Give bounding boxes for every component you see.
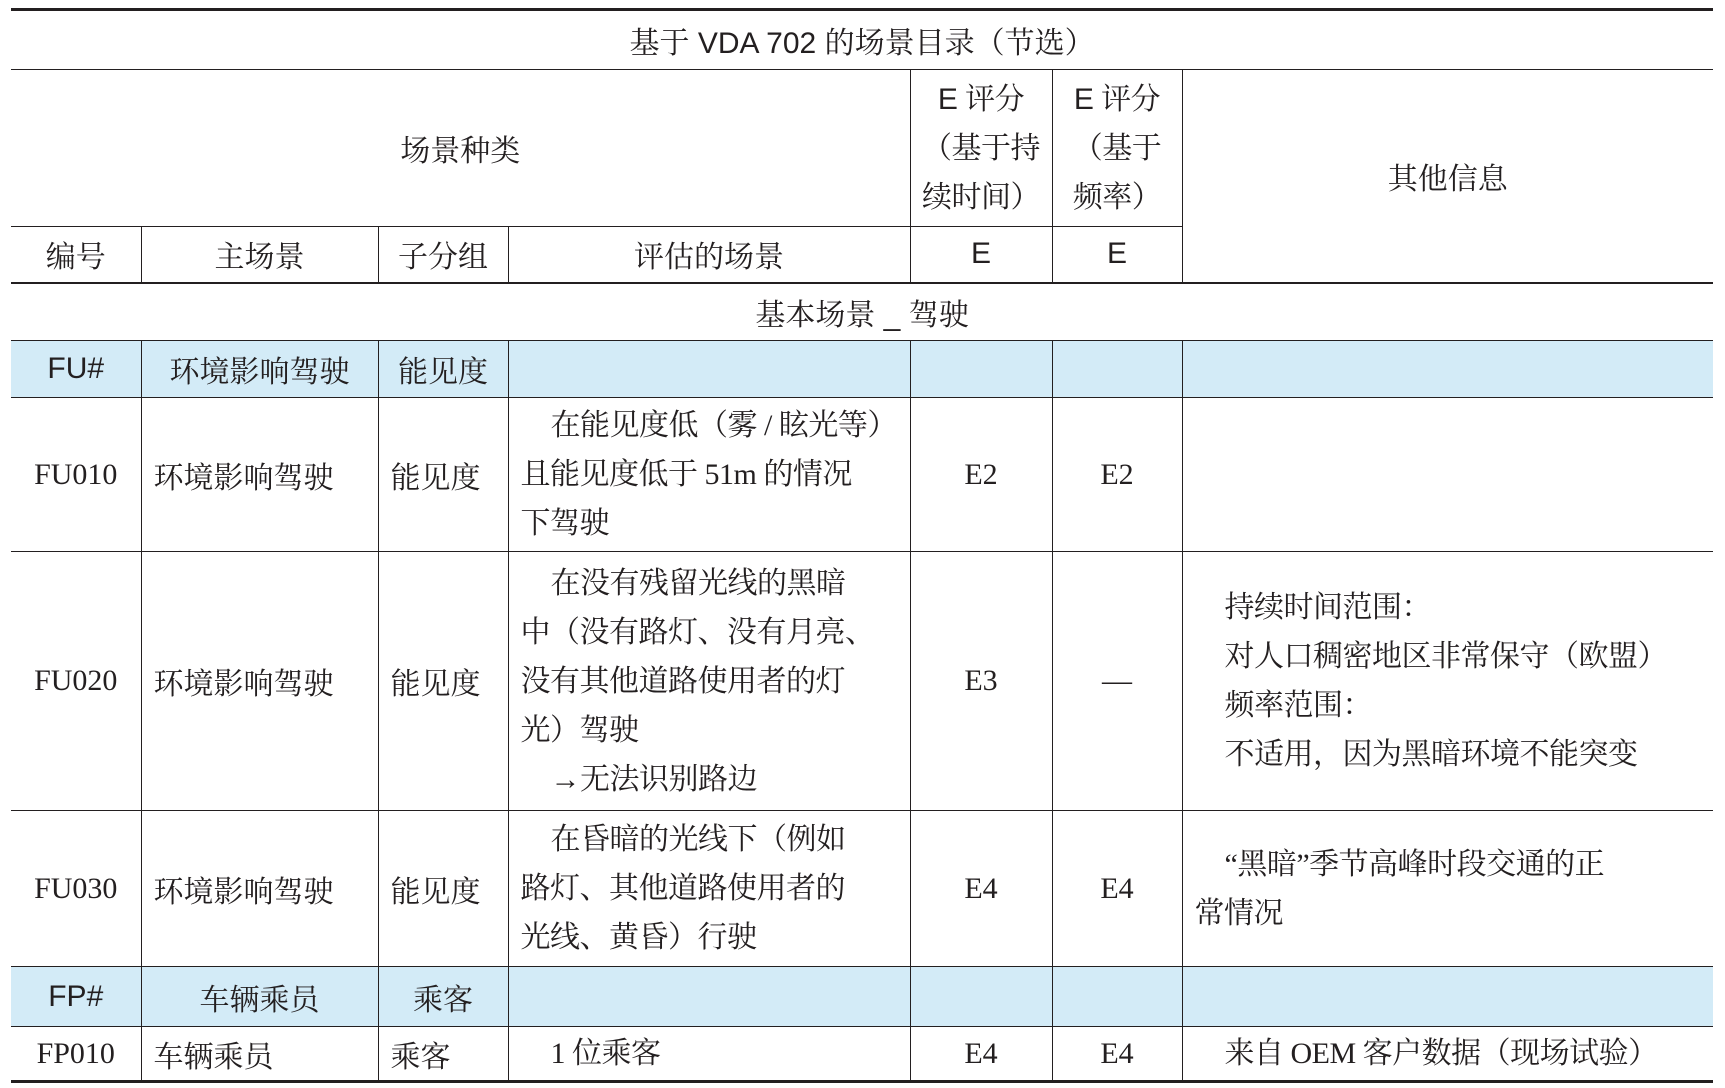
row-e-frequency: — <box>1052 552 1182 811</box>
table-row <box>11 1027 1713 1082</box>
row-main-scenario: 环境影响驾驶 <box>141 811 378 967</box>
group-empty-cell <box>508 967 910 1027</box>
group-empty-cell <box>508 341 910 398</box>
group-code: FU# <box>11 341 141 398</box>
row-other-info <box>1182 811 1713 967</box>
row-other-info <box>1182 1027 1713 1082</box>
group-subgroup: 能见度 <box>378 341 508 398</box>
group-code: FP# <box>11 967 141 1027</box>
row-code: FP010 <box>11 1027 141 1082</box>
scenario-line: 路灯、其他道路使用者的 <box>520 872 845 905</box>
row-code: FU020 <box>11 552 141 811</box>
group-empty-cell <box>1182 967 1713 1027</box>
scenario-line: 且能见度低于 51m 的情况 <box>520 458 852 491</box>
other-info-line: 频率范围： <box>1224 689 1372 722</box>
row-e-frequency: E4 <box>1052 811 1182 967</box>
group-empty-cell <box>1052 341 1182 398</box>
header-other-info: 其他信息 <box>1182 70 1713 283</box>
header-e-frequency-line: E 评分 <box>1073 82 1161 116</box>
group-main-scenario: 环境影响驾驶 <box>141 341 378 398</box>
scenario-line: 下驾驶 <box>520 507 609 540</box>
group-subgroup: 乘客 <box>378 967 508 1027</box>
row-other-info <box>1182 398 1713 552</box>
other-info-line: “黑暗”季节高峰时段交通的正 <box>1224 847 1605 881</box>
row-e-duration: E4 <box>910 1027 1052 1082</box>
row-other-info <box>1182 552 1713 811</box>
row-main-scenario: 环境影响驾驶 <box>141 398 378 552</box>
other-info-line: 常情况 <box>1194 896 1283 930</box>
row-e-frequency: E4 <box>1052 1027 1182 1082</box>
row-main-scenario: 环境影响驾驶 <box>141 552 378 811</box>
header-e-frequency <box>1052 70 1182 227</box>
row-code: FU010 <box>11 398 141 552</box>
row-evaluated-scenario <box>508 398 910 552</box>
row-evaluated-scenario <box>508 552 910 811</box>
row-main-scenario: 车辆乘员 <box>141 1027 378 1082</box>
other-info-line: 来自 OEM 客户数据（现场试验） <box>1224 1037 1658 1070</box>
scenario-line: 没有其他道路使用者的灯 <box>520 664 845 698</box>
scenario-line: 在能见度低（雾 / 眩光等） <box>550 409 897 442</box>
row-e-duration: E3 <box>910 552 1052 811</box>
header-e-frequency-line: 频率） <box>1072 180 1162 214</box>
row-e-duration: E2 <box>910 398 1052 552</box>
table-title: 基于 VDA 702 的场景目录（节选） <box>11 10 1713 70</box>
scenario-line: 光线、黄昏）行驶 <box>520 921 757 954</box>
scenario-line: 在没有残留光线的黑暗 <box>550 566 846 600</box>
table-row <box>11 398 1713 552</box>
header-e-duration <box>910 70 1052 227</box>
header-scenario-category: 场景种类 <box>400 135 521 168</box>
other-info-line: 不适用，因为黑暗环境不能突变 <box>1224 738 1638 771</box>
other-info-line: 对人口稠密地区非常保守（欧盟） <box>1224 640 1667 673</box>
scenario-line: →无法识别路边 <box>550 762 757 796</box>
scenario-line: 在昏暗的光线下（例如 <box>550 823 846 856</box>
row-subgroup: 能见度 <box>378 398 508 552</box>
scenario-line: 光）驾驶 <box>520 713 639 747</box>
row-code: FU030 <box>11 811 141 967</box>
header-e-duration-line: 续时间） <box>922 180 1040 214</box>
group-empty-cell <box>910 967 1052 1027</box>
row-subgroup: 乘客 <box>378 1027 508 1082</box>
header-col-id: 编号 <box>11 227 141 283</box>
group-main-scenario: 车辆乘员 <box>141 967 378 1027</box>
row-evaluated-scenario <box>508 811 910 967</box>
table-row <box>11 552 1713 811</box>
group-empty-cell <box>1182 341 1713 398</box>
header-col-evaluated-scenario: 评估的场景 <box>508 227 910 283</box>
scenario-line: 1 位乘客 <box>550 1037 661 1070</box>
group-empty-cell <box>910 341 1052 398</box>
header-e-duration-line: （基于持 <box>922 131 1040 165</box>
group-row-fp <box>11 967 1713 1027</box>
scenario-catalog-table <box>11 8 1713 1083</box>
table-row <box>11 811 1713 967</box>
header-col-main-scenario: 主场景 <box>141 227 378 283</box>
row-subgroup: 能见度 <box>378 552 508 811</box>
header-col-e-duration: E <box>910 227 1052 283</box>
header-col-e-frequency: E <box>1052 227 1182 283</box>
section-title: 基本场景 _ 驾驶 <box>11 283 1713 341</box>
header-e-frequency-line: （基于 <box>1072 131 1162 165</box>
scenario-line: 中（没有路灯、没有月亮、 <box>520 615 875 649</box>
row-evaluated-scenario <box>508 1027 910 1082</box>
row-subgroup: 能见度 <box>378 811 508 967</box>
other-info-line: 持续时间范围： <box>1224 591 1431 624</box>
row-e-frequency: E2 <box>1052 398 1182 552</box>
row-e-duration: E4 <box>910 811 1052 967</box>
group-row-fu <box>11 341 1713 398</box>
header-col-subgroup: 子分组 <box>378 227 508 283</box>
header-e-duration-line: E 评分 <box>937 82 1025 116</box>
group-empty-cell <box>1052 967 1182 1027</box>
